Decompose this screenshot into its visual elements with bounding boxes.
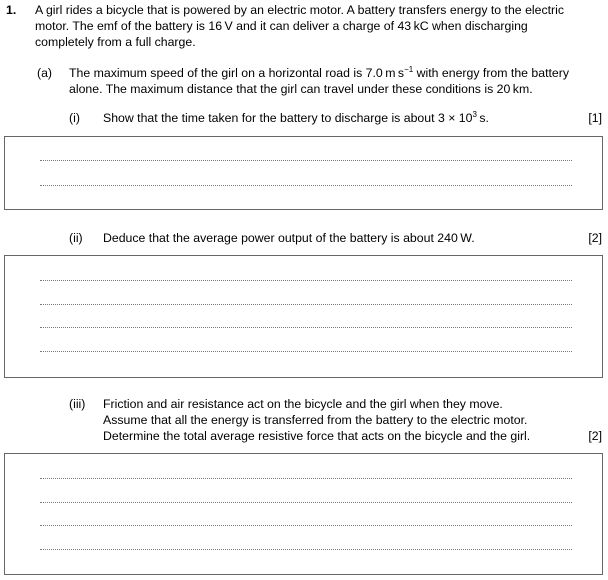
- sub-i-text-end: s.: [476, 111, 489, 125]
- sub-iii-line-2: Assume that all the energy is transferred from the battery to the electric motor.: [103, 413, 528, 427]
- answer-line: [40, 327, 572, 328]
- sub-i-marks: [1]: [588, 111, 602, 125]
- part-a-label: (a): [37, 66, 53, 80]
- answer-line: [40, 160, 572, 161]
- answer-box-iii[interactable]: [4, 453, 603, 575]
- answer-line: [40, 525, 572, 526]
- sub-i-text: [103, 110, 489, 126]
- answer-line: [40, 280, 572, 281]
- part-a-text-start: The maximum speed of the girl on a horizontal road is 7.0 m s: [69, 66, 405, 80]
- sub-i-exponent: 3: [472, 109, 477, 119]
- answer-line: [40, 478, 572, 479]
- sub-ii-text: Deduce that the average power output of the battery is about 240 W.: [103, 231, 475, 245]
- question-stem: A girl rides a bicycle that is powered by an electric motor. A battery transfers energy to the electric motor. The emf of the battery is 16 V and it can deliver a charge of 43 kC when discharging completely from a full charge.: [35, 3, 565, 49]
- answer-line: [40, 549, 572, 550]
- sub-ii-marks: [2]: [588, 231, 602, 245]
- answer-line: [40, 351, 572, 352]
- answer-line: [40, 185, 572, 186]
- sub-iii-label: (iii): [69, 397, 86, 411]
- part-a-text: [69, 65, 589, 97]
- answer-box-ii[interactable]: [4, 255, 603, 378]
- sub-iii-line-1: Friction and air resistance act on the bicycle and the girl when they move.: [103, 397, 503, 411]
- sub-iii-marks: [2]: [588, 429, 602, 443]
- answer-line: [40, 502, 572, 503]
- answer-box-i[interactable]: [4, 136, 603, 210]
- part-a-exponent: −1: [404, 64, 414, 74]
- sub-i-label: (i): [69, 111, 80, 125]
- sub-iii-line-3: Determine the total average resistive force that acts on the bicycle and the girl.: [103, 429, 531, 443]
- question-number: 1.: [6, 3, 17, 17]
- sub-ii-label: (ii): [69, 231, 83, 245]
- answer-line: [40, 304, 572, 305]
- part-a-text-end: with energy from the battery alone. The maximum distance that the girl can travel under these conditions is 20 km.: [69, 66, 570, 96]
- sub-i-text-start: Show that the time taken for the battery to discharge is about 3 × 10: [103, 111, 473, 125]
